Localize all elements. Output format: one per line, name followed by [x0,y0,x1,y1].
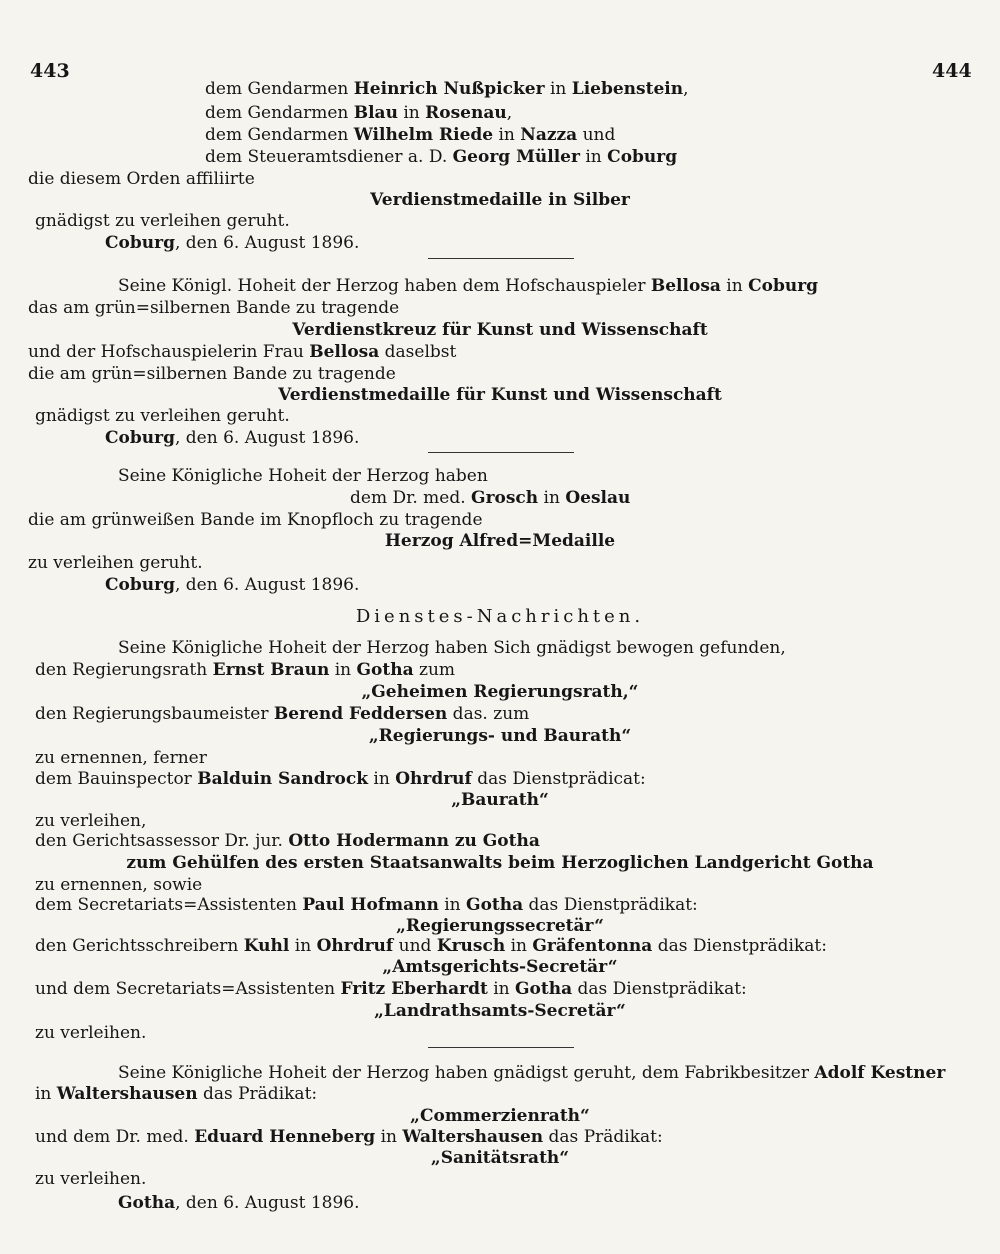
body-line: Seine Königliche Hoheit der Herzog haben Sich gnädigst bewogen gefunden, [118,638,786,658]
body-line: und dem Dr. med. Eduard Henneberg in Waltershausen das Prädikat: [35,1127,663,1147]
body-line: dem Secretariats=Assistenten Paul Hofmann in Gotha das Dienstprädikat: [35,895,698,915]
closing-line: gnädigst zu verleihen geruht. [35,211,290,231]
body-line: den Regierungsrath Ernst Braun in Gotha zum [35,660,456,680]
section-heading: Dienstes-Nachrichten. [355,606,645,627]
body-line: die am grünweißen Bande im Knopfloch zu tragende [28,510,483,530]
recipient-line: dem Gendarmen Blau in Rosenau, [205,103,513,123]
award-title: Verdienstmedaille für Kunst und Wissenschaft [278,385,722,405]
closing-line: zu verleihen geruht. [28,553,203,573]
body-line: zu ernennen, ferner [35,748,207,768]
body-line: dem Bauinspector Balduin Sandrock in Ohrdruf das Dienstprädicat: [35,769,646,789]
body-line: in Waltershausen das Prädikat: [35,1084,318,1104]
date-line: Coburg, den 6. August 1896. [105,233,360,253]
title-line: „Regierungssecretär“ [396,916,604,936]
date-line: Gotha, den 6. August 1896. [118,1193,360,1213]
recipient-line: dem Gendarmen Wilhelm Riede in Nazza und [205,125,616,145]
closing-line: gnädigst zu verleihen geruht. [35,406,290,426]
title-line: „Landrathsamts-Secretär“ [374,1001,626,1021]
body-line: Seine Königl. Hoheit der Herzog haben dem Hofschauspieler Bellosa in Coburg [118,276,819,296]
body-line: Seine Königliche Hoheit der Herzog haben gnädigst geruht, dem Fabrikbesitzer Adolf Kestner [118,1063,946,1083]
divider [428,1047,574,1048]
body-line: die diesem Orden affiliirte [28,169,255,189]
page-number-left: 443 [30,60,70,82]
divider [428,258,574,259]
title-line: zum Gehülfen des ersten Staatsanwalts beim Herzoglichen Landgericht Gotha [126,853,874,873]
page-number-right: 444 [932,60,972,82]
title-line: „Commerzienrath“ [410,1106,590,1126]
title-line: „Sanitätsrath“ [430,1148,570,1168]
body-line: zu ernennen, sowie [35,875,203,895]
body-line: den Regierungsbaumeister Berend Feddersen das. zum [35,704,530,724]
date-line: Coburg, den 6. August 1896. [105,575,360,595]
recipient-line: dem Gendarmen Heinrich Nußpicker in Liebenstein, [205,79,689,99]
body-line: die am grün=silbernen Bande zu tragende [28,364,396,384]
closing-line: zu verleihen. [35,1169,147,1189]
body-line: den Gerichtsschreibern Kuhl in Ohrdruf und Krusch in Gräfentonna das Dienstprädikat: [35,936,827,956]
recipient-line: dem Dr. med. Grosch in Oeslau [350,488,631,508]
award-title: Herzog Alfred=Medaille [384,531,616,551]
body-line: den Gerichtsassessor Dr. jur. Otto Hodermann zu Gotha [35,831,540,851]
body-line: und dem Secretariats=Assistenten Fritz Eberhardt in Gotha das Dienstprädikat: [35,979,747,999]
award-title: Verdienstkreuz für Kunst und Wissenschaft [292,320,708,340]
title-line: „Baurath“ [451,790,549,810]
title-line: „Amtsgerichts-Secretär“ [382,957,618,977]
title-line: „Regierungs- und Baurath“ [368,726,632,746]
body-line: das am grün=silbernen Bande zu tragende [28,298,400,318]
divider [428,452,574,453]
body-line: und der Hofschauspielerin Frau Bellosa daselbst [28,342,457,362]
closing-line: zu verleihen. [35,1023,147,1043]
award-title: Verdienstmedaille in Silber [370,190,630,210]
body-line: zu verleihen, [35,811,147,831]
title-line: „Geheimen Regierungsrath,“ [361,682,639,702]
body-line: Seine Königliche Hoheit der Herzog haben [118,466,488,486]
recipient-line: dem Steueramtsdiener a. D. Georg Müller in Coburg [205,147,678,167]
date-line: Coburg, den 6. August 1896. [105,428,360,448]
